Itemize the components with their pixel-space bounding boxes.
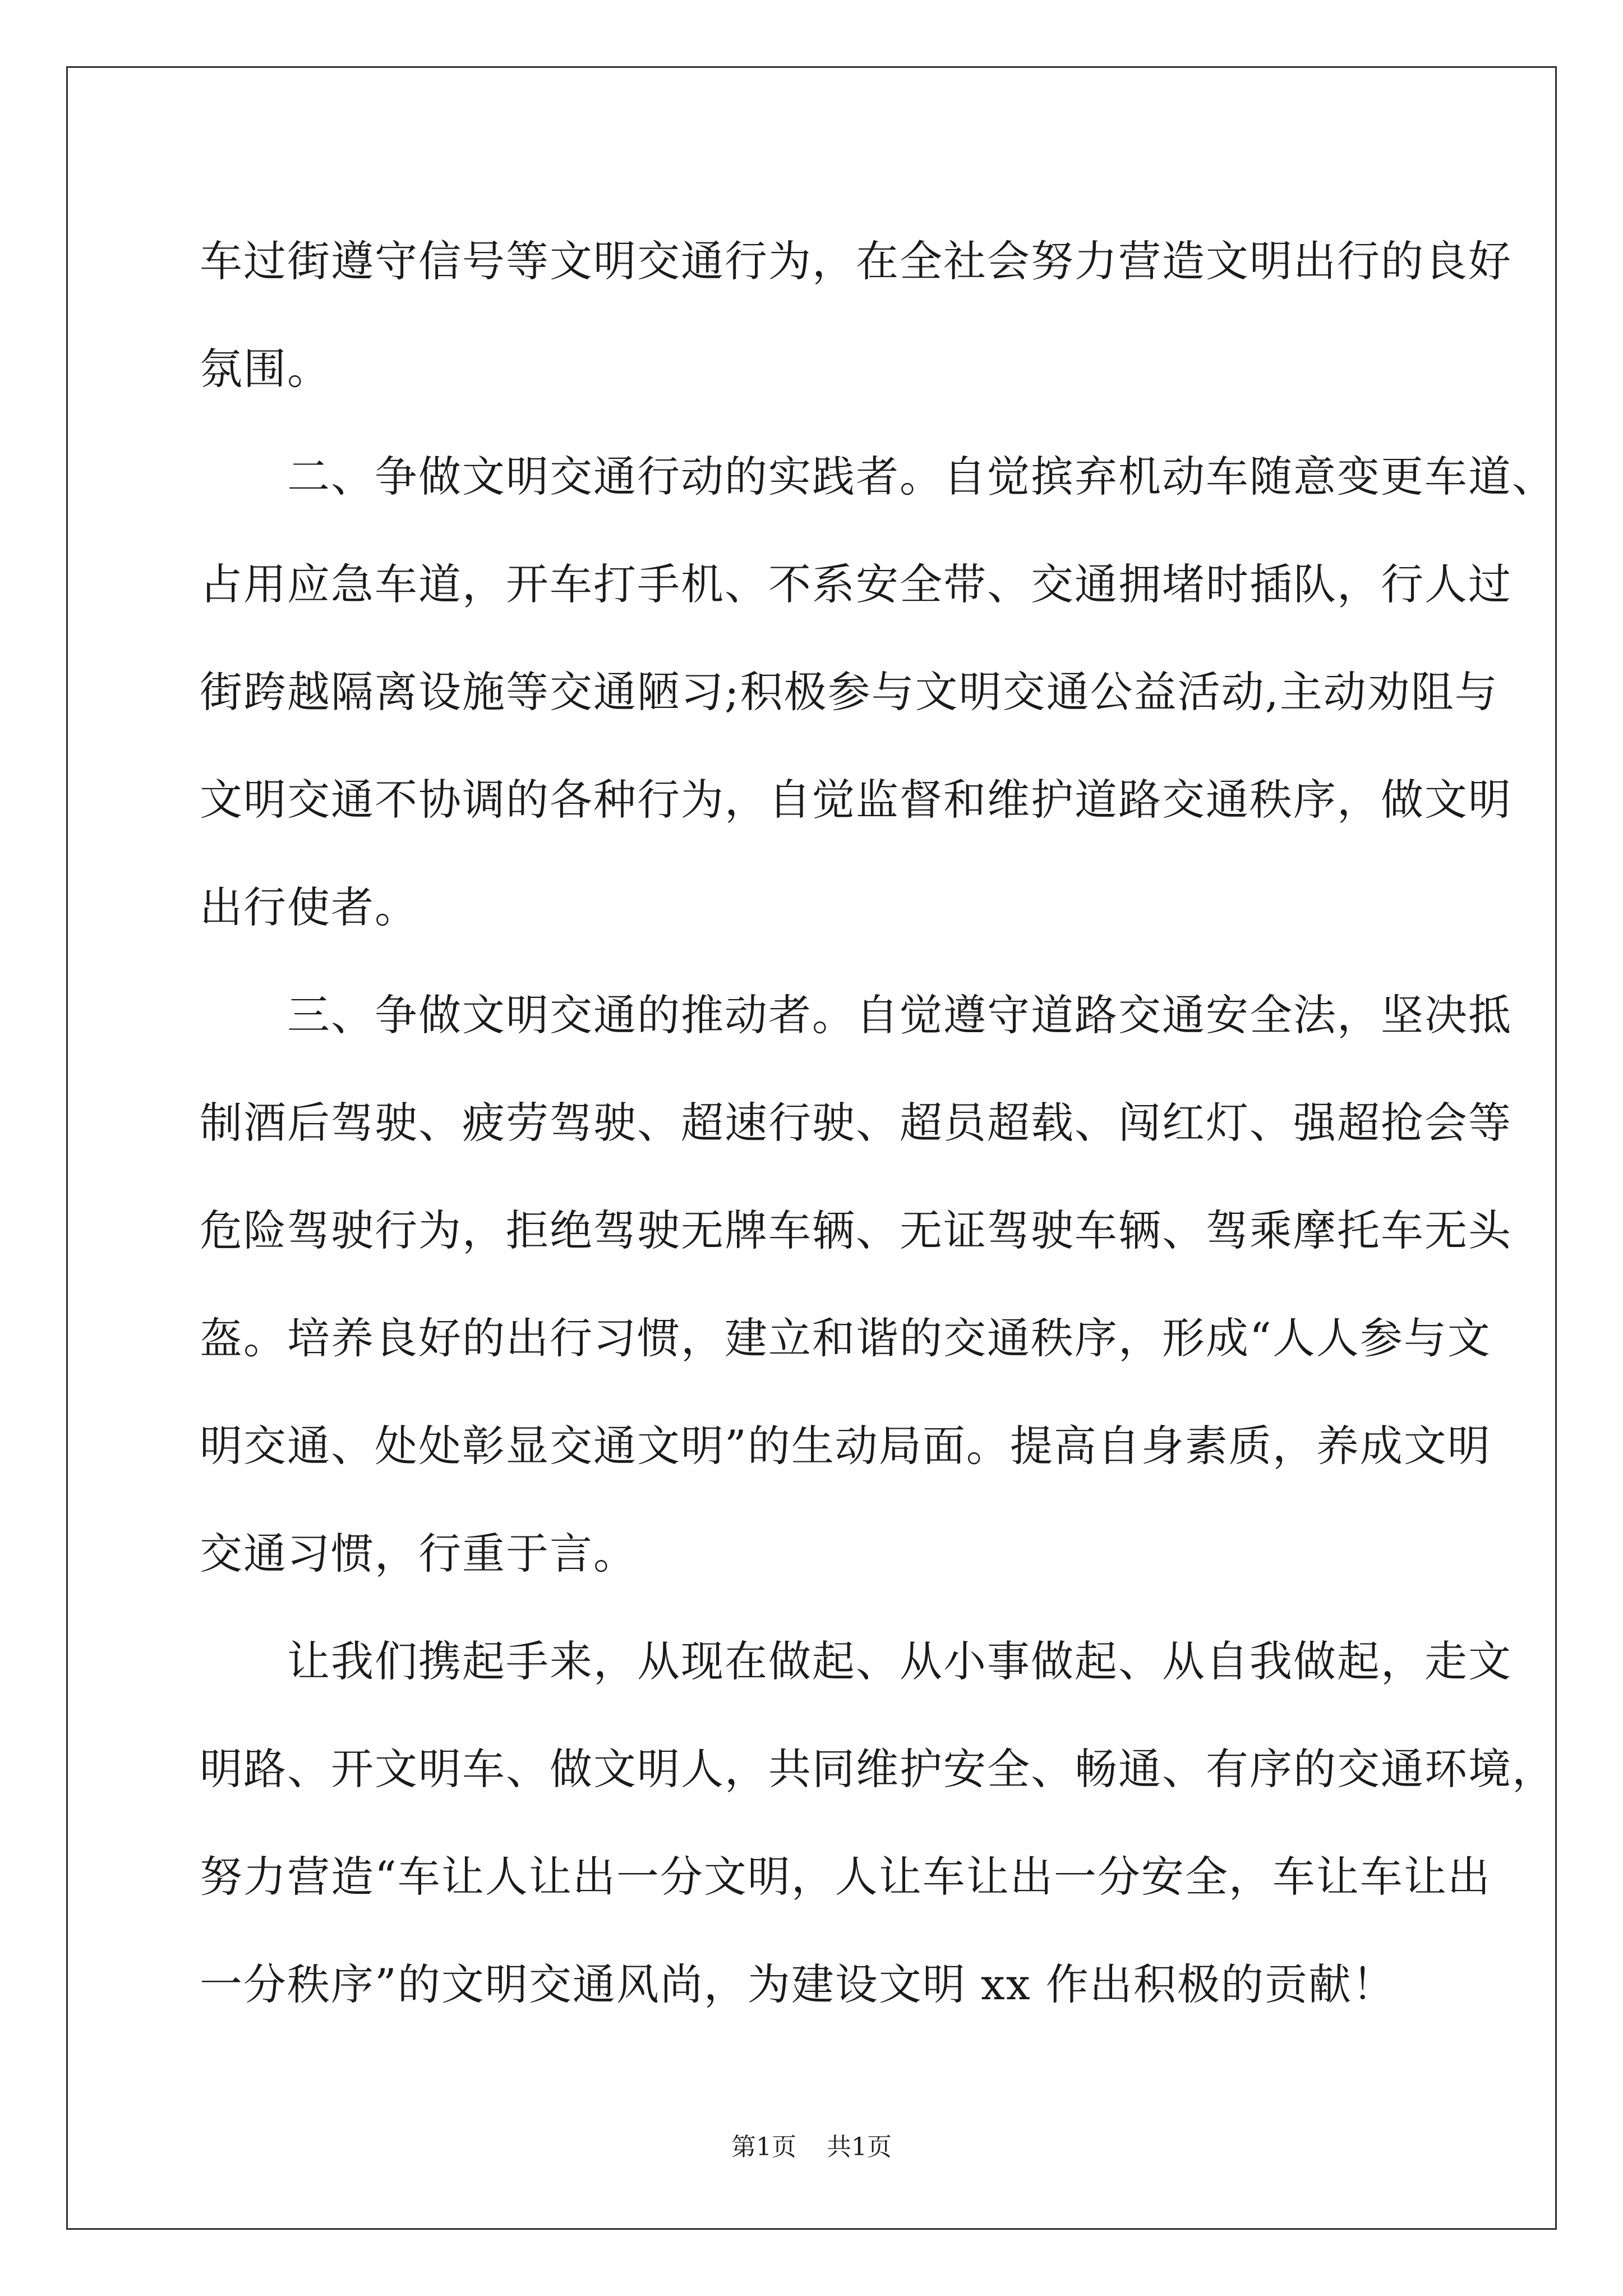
text-line: 氛围。 [200,344,331,394]
text-line: 二、争做文明交通行动的实践者。自觉摈弃机动车随意变更车道、 [200,452,1556,501]
text-line: 制酒后驾驶、疲劳驾驶、超速行驶、超员超载、闯红灯、强超抢会等 [200,1098,1512,1148]
page-number: 第1页 [731,2133,796,2161]
text-line: 努力营造“车让人让出一分文明，人让车让出一分安全，车让车让出 [200,1852,1491,1902]
page-footer [0,2131,1623,2164]
text-line: 危险驾驶行为，拒绝驾驶无牌车辆、无证驾驶车辆、驾乘摩托车无头 [200,1205,1512,1255]
text-line: 让我们携起手来，从现在做起、从小事做起、从自我做起，走文 [200,1636,1512,1686]
document-body [200,208,1556,2039]
text-line: 三、争做文明交通的推动者。自觉遵守道路交通安全法，坚决抵 [200,990,1512,1040]
page-total: 共1页 [827,2133,892,2161]
text-line: 占用应急车道，开车打手机、不系安全带、交通拥堵时插队，行人过 [200,559,1512,609]
text-line: 车过街遵守信号等文明交通行为，在全社会努力营造文明出行的良好 [200,236,1512,286]
text-line: 交通习惯，行重于言。 [200,1529,637,1579]
text-line: 出行使者。 [200,882,418,932]
text-line: 街跨越隔离设施等交通陋习;积极参与文明交通公益活动,主动劝阻与 [200,667,1498,717]
text-line: 文明交通不协调的各种行为，自觉监督和维护道路交通秩序，做文明 [200,775,1512,825]
text-line: 盔。培养良好的出行习惯，建立和谐的交通秩序，形成“人人参与文 [200,1313,1491,1363]
text-line: 明交通、处处彰显交通文明”的生动局面。提高自身素质，养成文明 [200,1421,1491,1471]
text-line: 一分秩序”的文明交通风尚，为建设文明 xx 作出积极的贡献！ [200,1959,1396,2009]
text-line: 明路、开文明车、做文明人，共同维护安全、畅通、有序的交通环境， [200,1744,1556,1794]
